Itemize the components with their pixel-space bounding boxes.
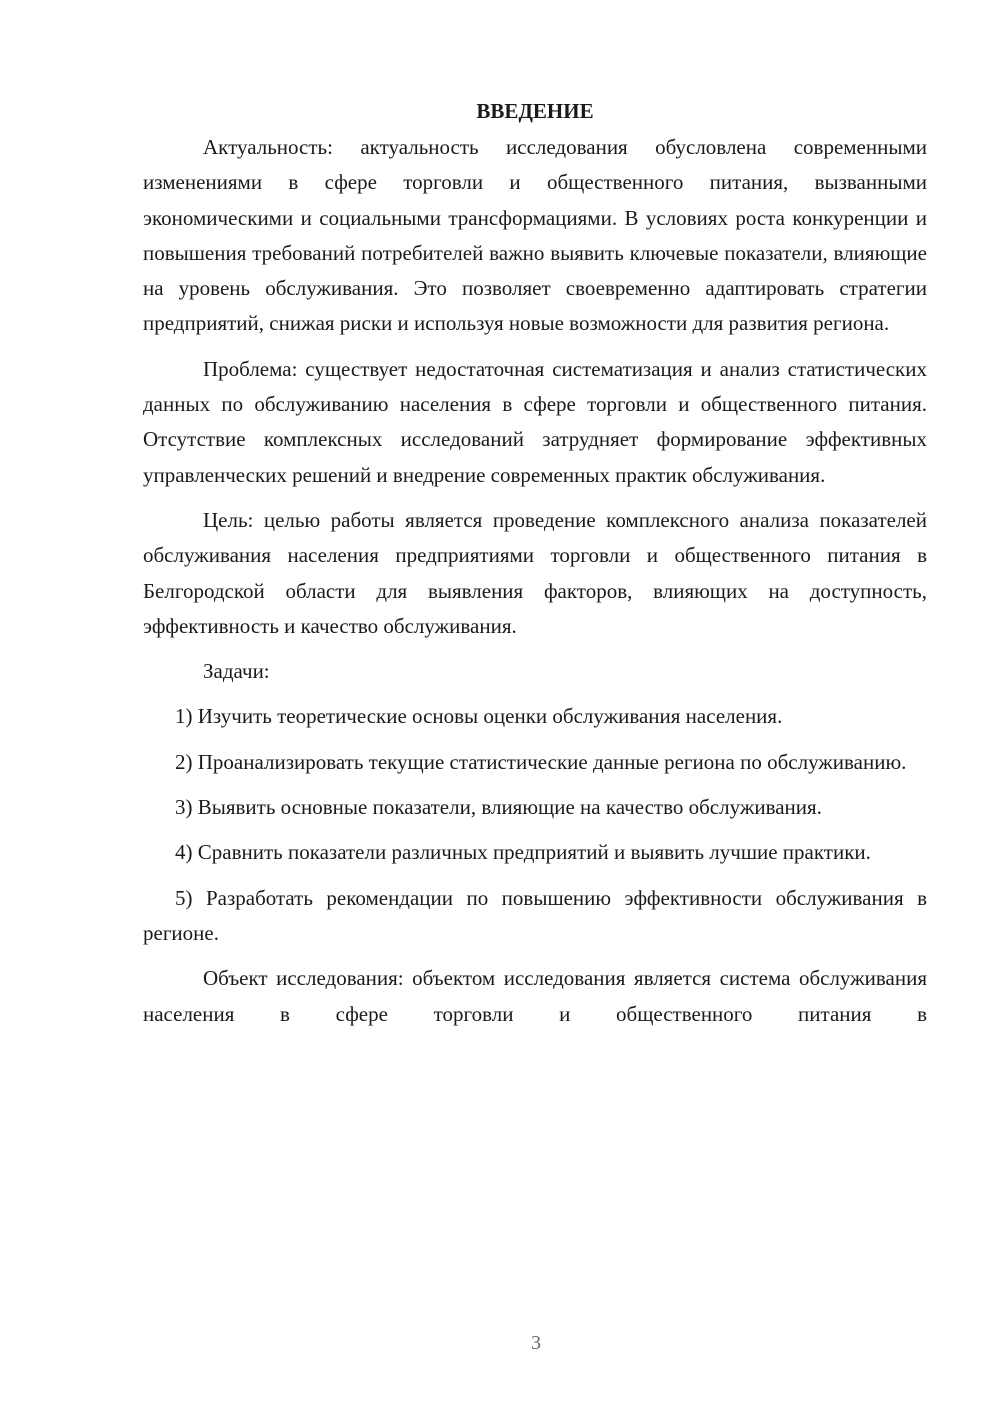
- document-page: [143, 96, 927, 1042]
- page-number: 3: [531, 1332, 541, 1354]
- task-item-4: 4) Сравнить показатели различных предприятий и выявить лучшие практики.: [175, 840, 871, 865]
- task-item-1: 1) Изучить теоретические основы оценки обслуживания населения.: [175, 704, 783, 729]
- paragraph-relevance: Актуальность: актуальность исследования обусловлена современными изменениями в сфере торговли и общественного питания, вызванными экономическими и социальными трансформациями. В условиях роста конкуренции и повышения требований потребителей важно выявить ключевые показатели, влияющие на уровень обслуживания. Это позволяет своевременно адаптировать стратегии предприятий, снижая риски и используя новые возможности для развития региона.: [143, 135, 927, 336]
- section-heading: ВВЕДЕНИЕ: [476, 99, 594, 123]
- tasks-label: Задачи:: [203, 659, 270, 684]
- paragraph-goal: Цель: целью работы является проведение комплексного анализа показателей обслуживания населения предприятиями торговли и общественного питания в Белгородской области для выявления факторов, влияющих на доступность, эффективность и качество обслуживания.: [143, 507, 927, 638]
- task-item-3: 3) Выявить основные показатели, влияющие на качество обслуживания.: [175, 795, 822, 820]
- task-item-5: 5) Разработать рекомендации по повышению эффективности обслуживания в регионе.: [143, 885, 927, 945]
- paragraph-object: Объект исследования: объектом исследования является система обслуживания населения в сфере торговли и общественного питания в: [143, 966, 927, 1026]
- paragraph-problem: Проблема: существует недостаточная систематизация и анализ статистических данных по обслуживанию населения в сфере торговли и общественного питания. Отсутствие комплексных исследований затрудняет формирование эффективных управленческих решений и внедрение современных практик обслуживания.: [143, 356, 927, 487]
- task-item-2: 2) Проанализировать текущие статистические данные региона по обслуживанию.: [175, 749, 907, 774]
